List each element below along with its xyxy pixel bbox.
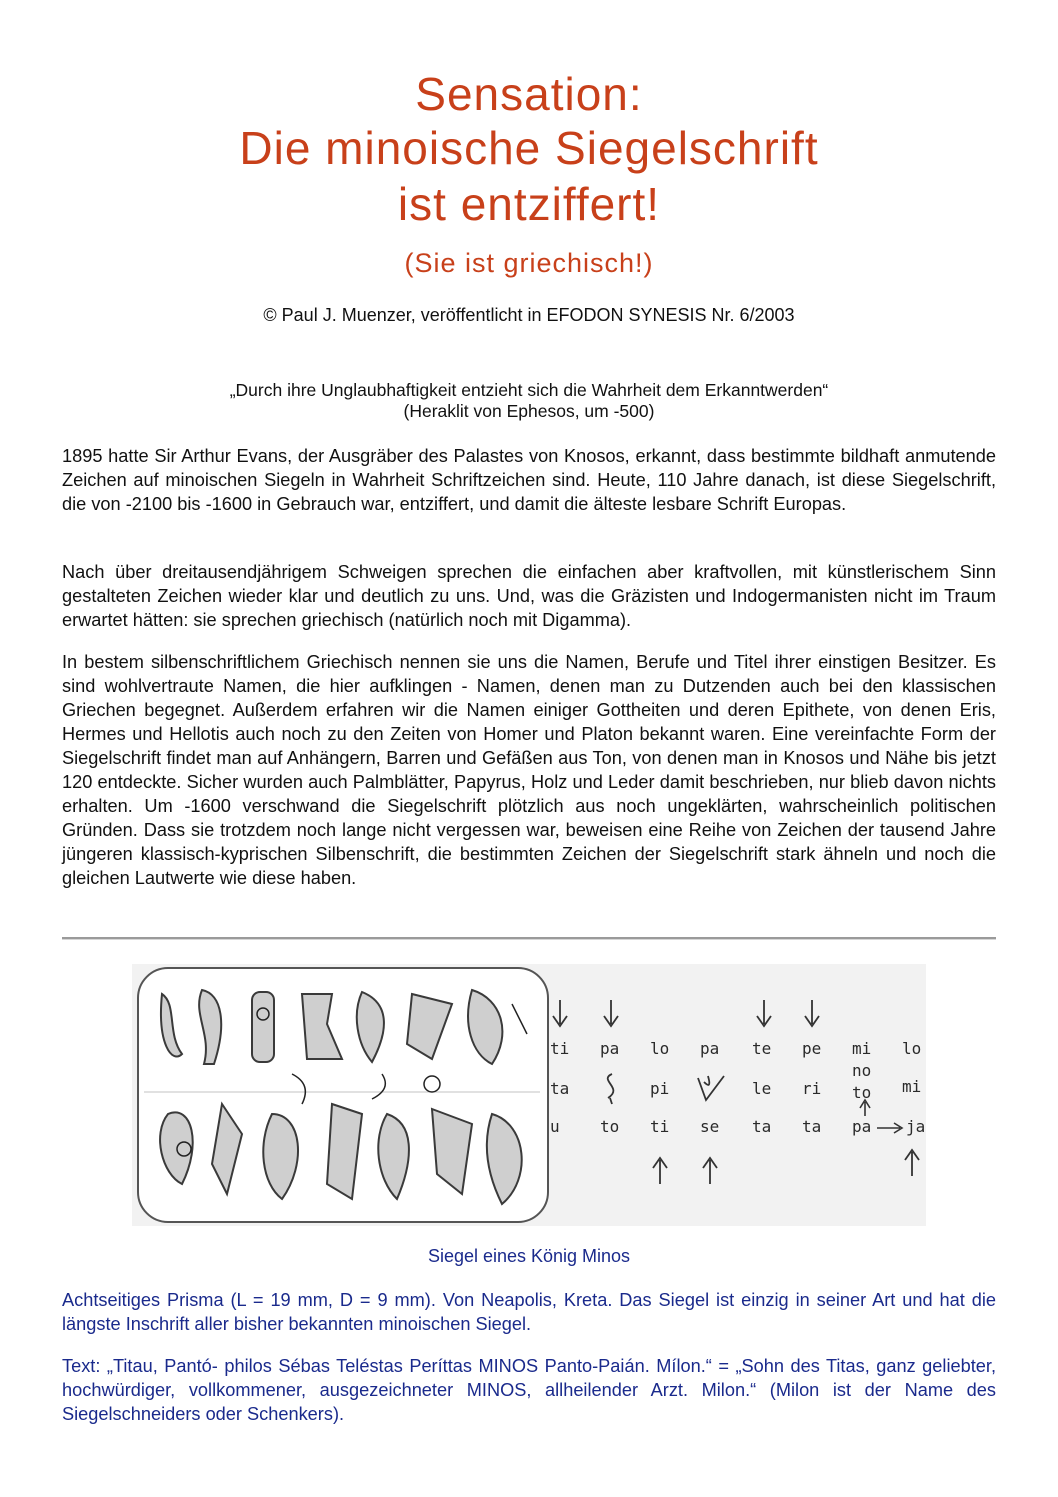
seal-impression-drawing xyxy=(138,968,548,1222)
description-paragraph-2: Text: „Titau, Pantó- philos Sébas Teléstas Períttas MINOS Panto-Paián. Mílon.“ = „Sohn des Titas, ganz geliebter, hochwürdiger, vollkommener, ausgezeichneter MINOS, allheilender Arzt. Milon.“ (Milon ist der Name des Siegelschneiders oder Schenkers). xyxy=(62,1356,996,1424)
syllable-c5-r2: le xyxy=(752,1079,772,1098)
body-paragraph-3: In bestem silbenschriftlichem Griechisch nennen sie uns die Namen, Berufe und Titel ihrer einstigen Besitzer. Es sind wohlvertraute Namen, die hier aufklingen - Namen, denen man zu Dutzenden auch bei den klassischen Griechen begegnet. Außerdem erfahren wir die Namen einiger Gottheiten und deren Epithete, von denen Eris, Hermes und Hellotis auch noch zu den Zeiten von Homer und Platon bekannt waren. Eine vereinfachte Form der Siegelschrift findet man auf Anhängern, Barren und Gefäßen aus Ton, von denen man in Knosos und Nähe bis jetzt 120 entdeckte. Sicher wurden auch Palmblätter, Papyrus, Holz und Leder damit beschrieben, nur blieb davon nichts erhalten. Um -1600 verschwand die Siegelschrift plötzlich aus noch ungeklärten, wahrscheinlich politischen Gründen. Dass sie trotzdem noch lange nicht vergessen war, beweisen eine Reihe von Zeichen der tausend Jahre jüngeren klassisch-kyprischen Silbenschrift, die bestimmten Zeichen der Siegelschrift stark ähneln und noch die gleichen Lautwerte wie diese haben. xyxy=(62,652,996,888)
syllable-c7-r3: to xyxy=(852,1083,872,1102)
epigraph-text: „Durch ihre Unglaubhaftigkeit entzieht sich die Wahrheit dem Erkanntwerden“ xyxy=(229,380,829,400)
seal-sign-glyph xyxy=(608,1074,614,1104)
title-line-3: ist entziffert! xyxy=(397,178,661,230)
epigraph xyxy=(0,380,1058,422)
syllable-c1-r3: u xyxy=(550,1117,560,1136)
seal-figure xyxy=(132,964,926,1226)
syllable-c6-r1: pe xyxy=(802,1039,822,1058)
arrows-up xyxy=(653,1150,919,1184)
syllable-c5-r3: ta xyxy=(752,1117,772,1136)
syllable-c3-r1: lo xyxy=(650,1039,670,1058)
title-line-1: Sensation: xyxy=(415,68,643,120)
syllable-c1-r2: ta xyxy=(550,1079,570,1098)
syllable-c8-r2: mi xyxy=(902,1077,922,1096)
description-paragraph-1: Achtseitiges Prisma (L = 19 mm, D = 9 mm). Von Neapolis, Kreta. Das Siegel ist einzig in seiner Art und hat die längste Inschrift aller bisher bekannten minoischen Siegel. xyxy=(62,1290,996,1334)
syllable-c4-r3: se xyxy=(700,1117,720,1136)
syllable-c7-r2: no xyxy=(852,1061,872,1080)
section-divider xyxy=(62,937,996,940)
syllable-c3-r3: ti xyxy=(650,1117,670,1136)
syllable-c6-r2: ri xyxy=(802,1079,822,1098)
subtitle: (Sie ist griechisch!) xyxy=(404,248,654,278)
syllable-c7-r1: mi xyxy=(852,1039,872,1058)
seal-sign-glyph-2 xyxy=(698,1076,724,1100)
arrows-down xyxy=(553,1000,819,1026)
figure-caption: Siegel eines König Minos xyxy=(427,1246,631,1266)
syllable-c3-r2: pi xyxy=(650,1079,670,1098)
copyright-line: © Paul J. Muenzer, veröffentlicht in EFODON SYNESIS Nr. 6/2003 xyxy=(263,305,795,325)
body-paragraph-1: 1895 hatte Sir Arthur Evans, der Ausgräber des Palastes von Knosos, erkannt, dass bestimmte bildhaft anmutende Zeichen auf minoischen Siegeln in Wahrheit Schriftzeichen sind. Heute, 110 Jahre danach, ist diese Siegelschrift, die von -2100 bis -1600 in Gebrauch war, entziffert, und damit die älteste lesbare Schrift Europas. xyxy=(62,446,996,514)
syllable-c4-r1: pa xyxy=(700,1039,720,1058)
syllable-c2-r1: pa xyxy=(600,1039,620,1058)
epigraph-source: (Heraklit von Ephesos, um -500) xyxy=(403,401,655,421)
syllable-c2-r3: to xyxy=(600,1117,620,1136)
title-line-2: Die minoische Siegelschrift xyxy=(239,122,819,174)
syllable-c8-r1: lo xyxy=(902,1039,922,1058)
syllable-c1-r1: ti xyxy=(550,1039,570,1058)
seal-illustration xyxy=(132,964,926,1226)
syllable-c6-r3: ta xyxy=(802,1117,822,1136)
body-paragraph-2: Nach über dreitausendjährigem Schweigen sprechen die einfachen aber kraftvollen, mit künstlerischem Sinn gestalteten Zeichen wieder klar und deutlich zu uns. Und, was die Gräzisten und Indogermanisten nicht im Traum erwartet hätten: sie sprechen griechisch (natürlich noch mit Digamma). xyxy=(62,562,996,630)
syllable-c7-r4: pa xyxy=(852,1117,872,1136)
syllable-c8-r3: ja xyxy=(906,1117,926,1136)
syllable-c5-r1: te xyxy=(752,1039,772,1058)
